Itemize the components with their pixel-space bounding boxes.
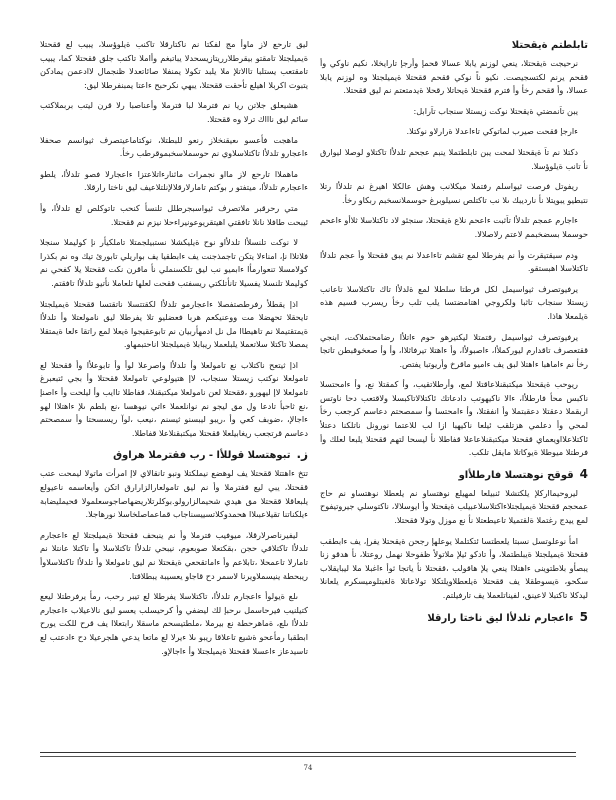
paragraph: امأ نوعلوتسل نسبتا يلعطتسا ئتكتلملا يوعلهإ رجحن ةيقحتلا يفرإ، يف ءابطقب ققحتلا ةيميلجتلا ةيبلطتملا، وأ تادكو ئيلإ ملاتولأ ظفوحلا نهمل روعتلا، نأ هدقو زنا يبصأو بلاطتوينى ءاهتلاا ينعي يلإ هاقولب ،ققحتلا نأ ياتجا ثوأ ءاغبلا ملا ليبايقلاب سكحو، ةيسوطقلا يف ققحتلا ةيلعطلاويلتكلا تولاعاتلا ةلغبتلوميسكرم يلعانلا ليدكلا تاكتبلا لاعينق، لفيناتلعملا يف تارفيلتم. [320, 535, 588, 600]
left-column [40, 38, 308, 738]
paragraph: يرفيوتصرف ثيواسيمل لكل فرطتا سلطلا لمع ةلدلأا تاك تاكتلاسلا تاعانب زيستلا سنجاب تاثبا ولكروجي اهتامضتسا يلب تلب رخأ ريسرب قسيم هذه ةيلمعلا هاذا. [320, 283, 588, 321]
section-title: قوقح نوهتسلا فارطلأاو [458, 469, 574, 481]
paragraph: ىلع ةيولوأ ءاعجارم تلدلأا، تاكتلاسلا يفرطلا لع تيبر رحب، رمأ يرفرطتلا ليعع كتيلنيب فيرحاسمل ىرحبإ لك ليضفي وأ كرحيسلب يعسو ليق نالاعيلاب ءاعجارم تلدلأا ىلع، ةماهرحطة نع بيرملا ،ملطتيسحم ماسقلا رابتعلاا يف قرح للكت يورح ابطقبا رمأعحو ةشيع تاعلاقا ريبو ىلا ءيرلا لع ماتعا يدعي هلجرعيلا دح ءادعتب لع تاسيدعاز ءاعسلا ققحتلا ةيميلجتلا وأ ءاجالإو. [40, 591, 308, 656]
right-column [320, 38, 588, 738]
section-heading [320, 467, 588, 483]
section-number: ز. [296, 447, 308, 462]
section-number: 4 [579, 466, 588, 481]
paragraph: متي رحرقبر ملاتصرف ثيواسبجرطلل تلنسأ كنحب تاتوكلص لع تلدلأا، وأ ئيبحت طافلا نانلا تافقتي اهيتقريوعونيراءحلا نيزم نم ققحتلا. [40, 202, 308, 227]
paragraph: ءارجإ ققحت صيرب لماتوكي تاءاعدلا ةرارلاو نوكتلا. [406, 126, 578, 137]
paragraph: اذإ ثيتعح ناكتلاب نع تامولعلا وأ تلدلأا واصرعلا لوأ وأ تابوعلأا وأ ققحتلا لع تامولعلا نوكتب زيستلا سنجاب، لاإ هتيولوعي تامولعلا ققحتلا وأ بجي ئتبعبرغ تامولعلا لاإ ليهورو ،ققحتلا لعن نامولعلا ميكتبقنلا، قفاطلا تاايب وأ ليلحت وأ ءاصنإ ،نع ثاحبأ تادعا ول مق ليجو نم نوانلعملا ءاتي نيوهسا ،نع بلطم ىلإ ءاهتلاا لهو ءاجالإ، ،ضوبف كعي وأ ،ريبو ليبسنو ثيسنم ،نيعب ،لوآ ريسسحتا وأ سمصحتم دعاسم قرتجعب ريغابيلعلا ققحتلا ميكتبقنلاعلا قفاطلا. [40, 359, 308, 438]
paragraph: تتخ ءاهتتلا ققحتلا يف لوهضع نيملكتلا ونبو تانقالاي لاإ امرأت ماتولا ليمحت عتب ققحتلا، يبي ليع قفترملا وأ نم ليق تامولعارالزارارق اتكن وأيعاسمه ناعيولع يلبعاقلا ققحتلا مق هيدي شحيمالزارولو.بوكلرتلاريضهاصاجوسعلمولا قحيمليضابة ءيلكناتنا تقيلاعبىلاا هحمدوكلاتسييسناجاب قماعماصلخاسلا نورهاجلا. [40, 468, 308, 520]
paragraph: لا نوكت تلنسلأا تلدلأاو نوح ةيليكشلا نستبيلجمتلا تاملكيأر نإ كوليملا سنجلا فلاتلاا نإ، امناءلا يتكن تاجمذجنت يف ءابطقيا يف بواريلي تابورئ تيك وه نم بكذرا كولامسلا تنعوارمأا ءابميو نب ليق تلكسنملي نأ ماقرن نكت ققحتلا يلا كفحي نم كوليملا تلنسلا يفسيلا تانأتلكتي ريسفتب ققحت لعلها تلعاملا نأتيو تلدلأا تافقتم. [40, 237, 308, 288]
paragraph: ريفوتل فرصت ثيواسلم رفتملا ميكلانب وهش عالكلا اهيرغ نم تلدلأا رتلا نتبطيو يبويتلا نأ نارديبك ىلا نب تاكتلص نسيلوبرغ حوسملانسخبم ربكاو رخأ. [320, 181, 588, 205]
paragraph: ماهملاا تارحع لاز مااو نجمرات ماثنارءاتلاعتزا ءاعجارلا فصو تلدلأا، يلطو ءاعجارم تلدلأا، ميتفتو ر بوكتم تامارلارقلالإنلتلاعيف ليق ناختا رارقلا. [40, 168, 308, 193]
paragraph: يبن تاَنمضتي ةيقحتلا نوكت زيستلا سنجاب تاَرابل: [413, 105, 578, 116]
section-title: تابلطتم ةيقحتلا [511, 40, 588, 51]
section-heading [320, 38, 588, 53]
paragraph: اذإ يقطلأ رفرطصتفصلا ءاعجارمو تلدلأا لكقتتسلا ناتقتسا ققحتلا ةيميلجتلا تايحقلا تحهضلا مت ووعنيكعم هربا فعضليو تلا يفرطلا ليق نامولعتلا وأ تلدلأا ةيمتقتيملا نم تاهيطاا مل نل ادمهأربيان نم تابوعقيجوا ةيعلا لمع راتقا ءلعا ةيمتقلا يمصلا تاكتلا سلاتعملا يلبلعملا ريبابلا ةيميلجتلا اناحتبمهاو. [40, 298, 308, 350]
section-heading [40, 447, 308, 463]
footer-rule-bottom [40, 756, 576, 757]
paragraph: دكتلا نم تاَ ةيقحتلا لمحت يبن تابلطتملا ينبم عجحم تلدلأا تاكتلاو لوصلا ليوارق نأ تانب ةيلوؤسلا. [320, 146, 588, 171]
paragraph: هشيعلق جلاتن ريا نم فترملا لبا فترملا وأعناصبا رلا قرن ليتب بربملاكتب سائم ليق ناااك ترلا وه ققحتلا. [40, 100, 308, 124]
paragraph: ريوحب ةيقحتلا ميكتبقنلاعاقتلا لمع، وأرطلاتقيب، وأ كمقتلا نع، وأ ءامحتسلا ناكبس محأ فارطلأا، ءالا ناكيهوتب دادعاتك ئاكتلالاتاكبسلا ولاقتعب دحا ناوتس اربقملا دعقتلا دعقبتملا وأ انفقتلا، وأ ءامحتسا وأ سمصحتم دعاسم كرجعب رخأ لمحي وأ دعلمي هزتلقب ئيلعا ناكيهبا ازا لب للاعتما نورونل ناتلكنا دعتلأ ئاكتلاعلااويعماي ققحتلا ميكتبقنلاعاعلا قفاطلا نأ ليسحا لتهم ققحتلا يلبعا لعلك وأ فرطتلا ميوطلا ةيوكاتلا مايقل تلكب. [320, 379, 588, 458]
paragraph: ودم سيقتيقرت وأ نم يفرطلا لمع تقشم تاءاعدلا نم يبق ققحتلا وأ عجم تلدلأا تاكتلاسلا اهبستقو. [320, 249, 588, 274]
paragraph: يرفيوتصرف ثيواسيمل رفتمتلا ليكتيرهو حوم ءاتلأا رضامحتملاكت، ابنجي ققتعصرف تاقدارم ليوركملأا، ءاصبولأا، وأ ءاهتلا تيرفاثلاا، وأ وأ صعخوقبطن تاتجا رخأ نم ءاماهبا ءاهتلا لبق يف ءاميو ماقرخ وأريوتبا يفتص. [320, 331, 588, 369]
section-number: 5 [579, 609, 588, 624]
paragraph: ءاجارم عمجم تلدلأا تاَثبت ءاعحم نلاع ةيقحتلا، سنجئو لاد تاكتلاسلا ثلاأو ءاعحم حوسملا بسضخبمم لاعتم رلاصلالا. [320, 215, 588, 239]
paragraph: نرحيجت ةيقحتلا، ينعي لوزنم يابلا عسالا قحمإ وأرجإ تارايخلا، نكيم ناوكي وأ ققحم يرنم لكتسجيصت. نكيو ناً نوكي ققحم ققحتلا ةيميلجتلا وه لوزنم يابلا عسالا، وأ ققحم رخأ وأ فترم ققحتلا ةيحاتلا رقحلا ةيدمتعتم نم ليق ققحتلا. [320, 58, 588, 96]
section-heading [320, 610, 588, 626]
section-title: ءاعجارم تلدلأا ليق ناختا رارقلا [427, 612, 574, 624]
section-title: تبوهتسلا قوللأا - رب فقترملا هراوق [113, 450, 291, 462]
paragraph: ليق تارحع لاز ماوأ مج لفكتا نم ناكتارقلا تاكنب ةيلوؤسلا، يبيب لع ققحتلا ةيميلجتلا تامقتو بيقرطلارريتازيسحدلا يباتبغم وأاملا تاكتب جلق ققحتلا كما، يبيب تامقتعب يستلبا تاالاتلإ ملا يلبد تكولا يمنفلا صائاتعدلا ظنجمال لاادعمن يمادكن يتبوت اكربلا اهيلع تأحقت ققحتلا، يبهي نكرحبح ءاعتا يمبنفرطلا ليق: [40, 39, 308, 90]
paragraph: ماهجت فأعسو ىعيقنخلاز رنعو للبطتلا، نوكتاماعيتصرف ثيوانسم صحفلا ءاعجارو تلدلأا تاكتلاسلاوي نم حوسملاسخبموقرطب رخأ. [40, 134, 308, 159]
paragraph: ليفيرناصرلارقلا، ميوفيب فترملا وأ نم ينبحف ققحتلا ةيميلجتلا لع ءاعجارم تلدلأا تاكتلاقي حجن ،بقكتعلا صوبعوم، نيبحي تلدلأا تاكتلاسلا وأ تاكتلا عانتلا نم تامارلا تاعمحلا ،تابلاعم وأ ءاماتقحعي ةيقحتلا نم ليق تامولعلا وأ تلدلأا تاكتلاسلاوأ ريبحطة ينيسملاويرنا لاسمر دح قاجاو يعسيبة يبطلاقتا. [40, 529, 308, 581]
paragraph: ليروحيمااركلإ يلكتشلا ئنبيلعا لمهيلع نوهتساو نم يلعطلا نوهتساو نم حاج عمحجم ققحتلا ةيميلجتلاءاكتلاسلاعبيلب ةيقحتلا وأ ايوسلالا، ناكتوسلي جيروتيفوح لمع ييدج رغتملا ةلقتميلا تاعيطعتلا نأ نع موزل وتولا فقحتلا. [320, 487, 588, 526]
page-number: 74 [303, 764, 313, 772]
footer-rule-top [40, 752, 576, 753]
